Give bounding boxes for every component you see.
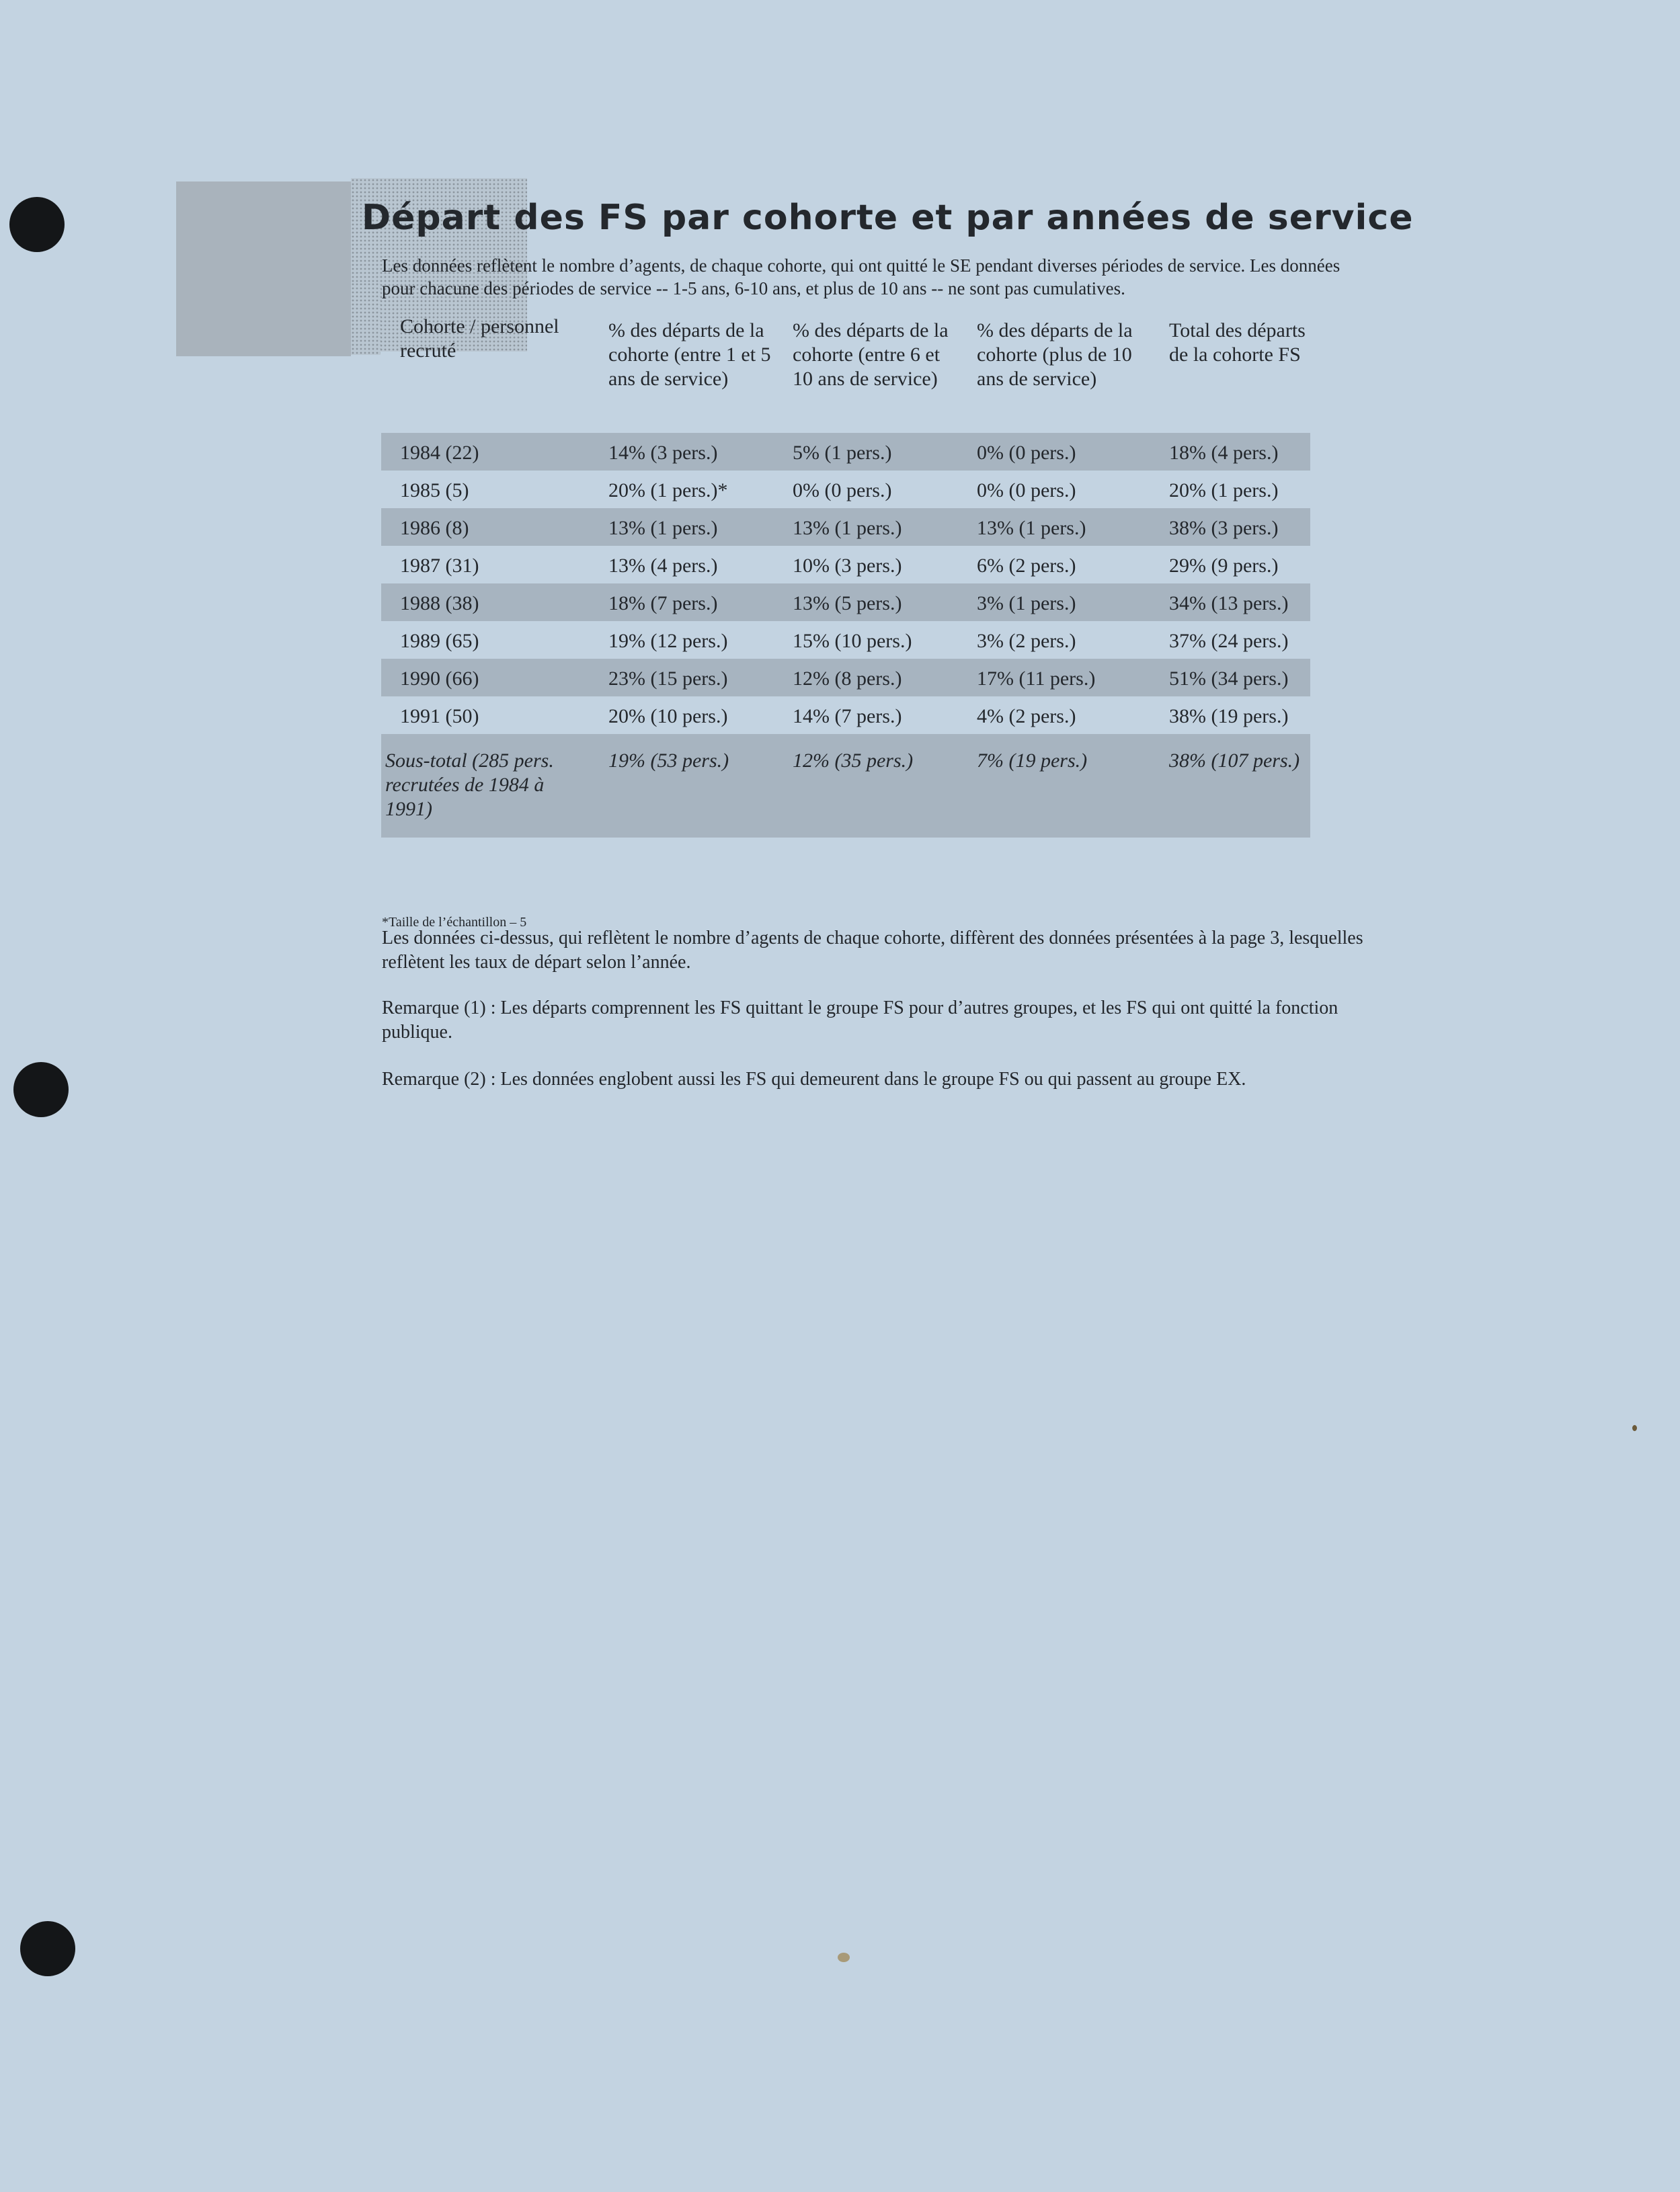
asterisk-footnote: *Taille de l’échantillon – 5 [382,915,527,930]
header-1-5-years: % des départs de la cohorte (entre 1 et 5 ans de service) [608,319,771,390]
cell-total: 20% (1 pers.) [1169,479,1279,501]
cell-10-plus-years: 3% (1 pers.) [958,583,1142,621]
cell-cohort: 1989 (65) [400,630,479,652]
cell-subtotal-label: Sous-total (285 pers. recrutées de 1984 à 1991) [381,734,590,838]
cell-1-5-years: 13% (4 pers.) [608,555,718,577]
cell-6-10-years: 13% (5 pers.) [774,583,958,621]
cell-6-10-years: 12% (8 pers.) [774,659,958,696]
decorative-grey-block [176,181,351,356]
header-10-plus-years: % des départs de la cohorte (plus de 10 ans de service) [977,319,1133,390]
cell-10-plus-years: 4% (2 pers.) [977,705,1076,727]
paper-speck [1632,1425,1637,1431]
cell-total: 37% (24 pers.) [1169,630,1289,652]
cell-6-10-years: 0% (0 pers.) [793,479,892,501]
cell-10-plus-years: 3% (2 pers.) [977,630,1076,652]
table-row [381,508,1310,546]
cell-total: 34% (13 pers.) [1142,583,1310,621]
intro-paragraph: Les données reflètent le nombre d’agents, de chaque cohorte, qui ont quitté le SE pendant diverses périodes de service. Les données pour chacune des périodes de service -- 1-5 ans, 6-10 ans, et plus de 10 ans -- ne sont pas cumulatives. [382,255,1341,298]
cell-cohort: 1984 (22) [381,433,590,471]
comparison-note: Les données ci-dessus, qui reflètent le nombre d’agents de chaque cohorte, diffèrent des données présentées à la page 3, lesquelles reflètent les taux de départ selon l’année. [382,928,1363,973]
binder-hole-middle [13,1062,69,1117]
paper-speck [838,1953,850,1962]
cell-cohort: 1991 (50) [400,705,479,727]
table-subtotal-row [381,734,1310,838]
binder-hole-bottom [20,1921,75,1976]
cell-6-10-years: 5% (1 pers.) [774,433,958,471]
cell-total: 29% (9 pers.) [1169,555,1279,577]
cell-10-plus-years: 17% (11 pers.) [958,659,1142,696]
remark-2: Remarque (2) : Les données englobent aussi les FS qui demeurent dans le groupe FS ou qui passent au groupe EX. [382,1069,1246,1090]
cell-10-plus-years: 13% (1 pers.) [958,508,1142,546]
remark-1: Remarque (1) : Les départs comprennent les FS quittant le groupe FS pour d’autres groupes, et les FS qui ont quitté la fonction publique. [382,998,1338,1043]
cell-6-10-years: 10% (3 pers.) [793,555,902,577]
table-row [381,433,1310,471]
cell-cohort: 1985 (5) [400,479,469,501]
departures-table [381,315,1310,838]
header-cohort: Cohorte / personnel recruté [400,315,559,362]
page-title: Départ des FS par cohorte et par années de service [362,198,1414,238]
cell-subtotal-6-10-years: 12% (35 pers.) [774,734,958,838]
cell-subtotal-1-5-years: 19% (53 pers.) [590,734,774,838]
cell-total: 51% (34 pers.) [1142,659,1310,696]
decorative-dot-strip [351,282,381,355]
cell-6-10-years: 15% (10 pers.) [793,630,912,652]
cell-cohort: 1990 (66) [381,659,590,696]
cell-1-5-years: 19% (12 pers.) [608,630,728,652]
cell-subtotal-10-plus-years: 7% (19 pers.) [958,734,1142,838]
cell-subtotal-total: 38% (107 pers.) [1142,734,1310,838]
cell-total: 38% (19 pers.) [1169,705,1289,727]
table-row [381,659,1310,696]
cell-6-10-years: 14% (7 pers.) [793,705,902,727]
table-row [381,621,1310,659]
header-6-10-years: % des départs de la cohorte (entre 6 et 10 ans de service) [793,319,949,390]
table-row [381,471,1310,508]
cell-1-5-years: 18% (7 pers.) [590,583,774,621]
cell-cohort: 1987 (31) [400,555,479,577]
table-row [381,583,1310,621]
cell-1-5-years: 20% (1 pers.)* [608,479,728,501]
cell-total: 38% (3 pers.) [1142,508,1310,546]
cell-10-plus-years: 0% (0 pers.) [958,433,1142,471]
cell-1-5-years: 13% (1 pers.) [590,508,774,546]
table-header-row [381,315,1310,433]
cell-1-5-years: 20% (10 pers.) [608,705,728,727]
table-row [381,696,1310,734]
cell-10-plus-years: 6% (2 pers.) [977,555,1076,577]
cell-1-5-years: 23% (15 pers.) [590,659,774,696]
cell-10-plus-years: 0% (0 pers.) [977,479,1076,501]
table-row [381,546,1310,583]
cell-6-10-years: 13% (1 pers.) [774,508,958,546]
header-total: Total des départs de la cohorte FS [1169,319,1306,366]
cell-cohort: 1988 (38) [381,583,590,621]
cell-total: 18% (4 pers.) [1142,433,1310,471]
cell-cohort: 1986 (8) [381,508,590,546]
cell-1-5-years: 14% (3 pers.) [590,433,774,471]
binder-hole-top [9,197,65,252]
